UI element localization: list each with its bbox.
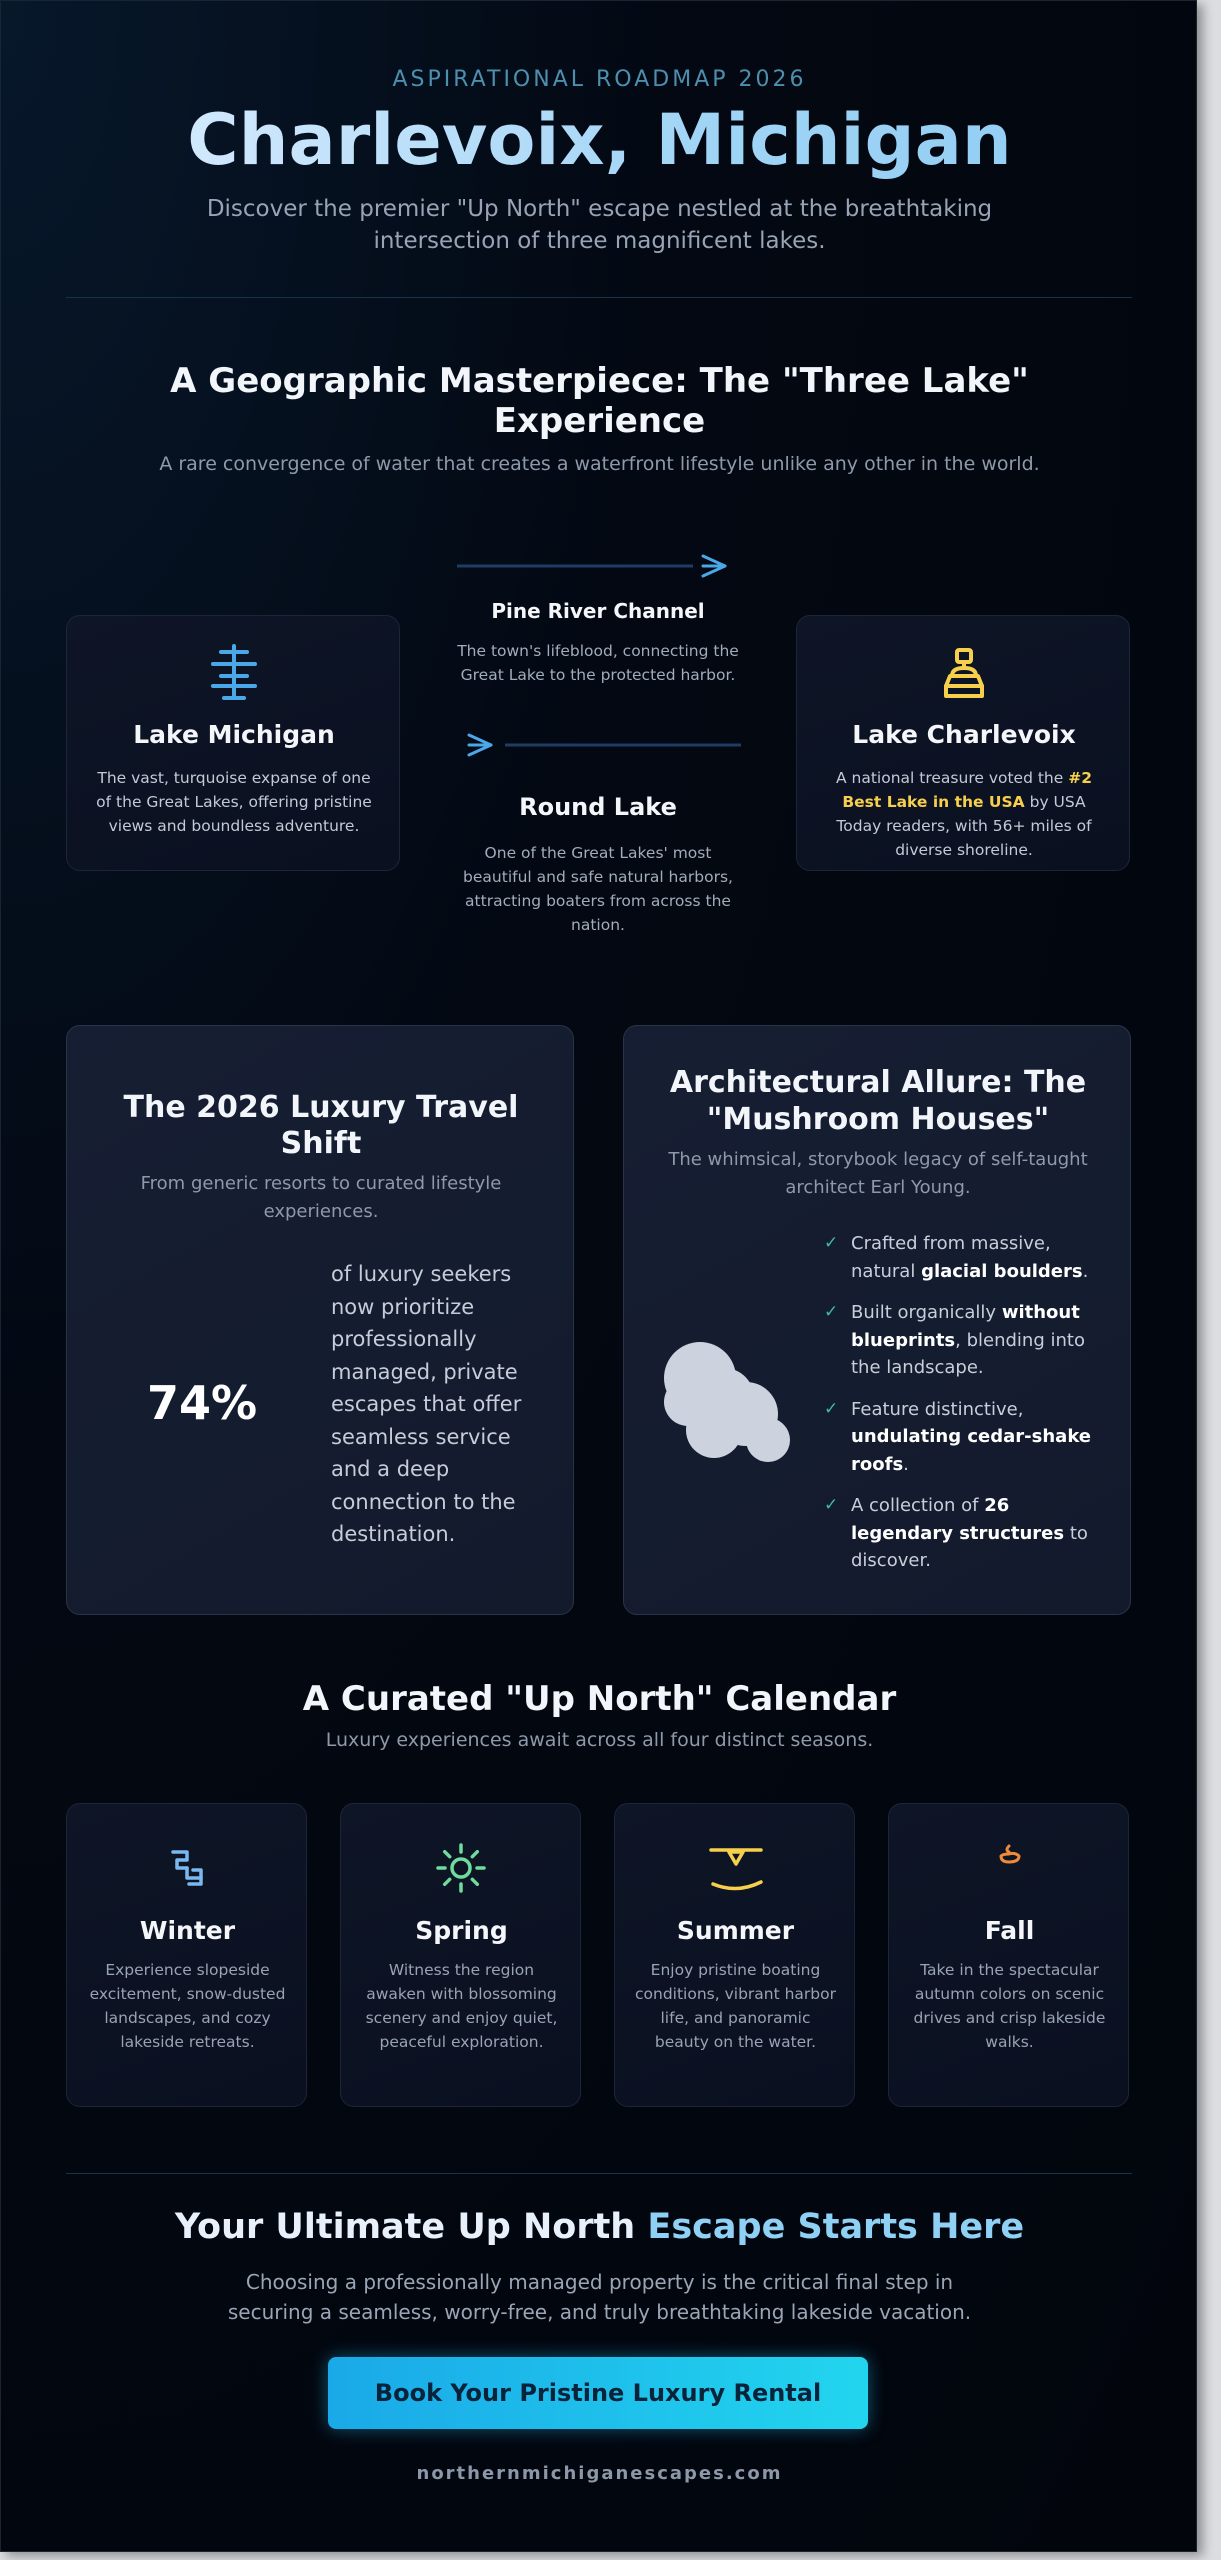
page-title: Charlevoix, Michigan (1, 99, 1197, 181)
divider (66, 2173, 1132, 2174)
season-card-spring (340, 1803, 581, 2107)
boulder-cloud-icon (662, 1338, 802, 1468)
luxury-shift-card (66, 1025, 574, 1615)
geography-subtitle: A rare convergence of water that creates a waterfront lifestyle unlike any other in the world. (159, 453, 1040, 475)
season-text: Take in the spectacular autumn colors on scenic drives and crisp lakeside walks. (913, 1961, 1106, 2051)
lake-michigan-text: The vast, turquoise expanse of one of the Great Lakes, offering pristine views and boundless adventure. (96, 769, 372, 835)
ski-lift-icon (167, 1846, 207, 1888)
luxury-title: The 2026 Luxury Travel Shift (123, 1090, 519, 1161)
list-item: ✓ Crafted from massive, natural glacial boulders. (824, 1230, 1116, 1285)
cta-subtitle: Choosing a professionally managed property is the critical final step in securing a seamless, worry-free, and truly breathtaking lakeside vacation. (227, 2270, 972, 2324)
lake-charlevoix-title: Lake Charlevoix (852, 720, 1076, 749)
architecture-card (623, 1025, 1131, 1615)
eyebrow: ASPIRATIONAL ROADMAP 2026 (392, 67, 807, 92)
geography-title: A Geographic Masterpiece: The "Three Lake" Experience (170, 361, 1029, 441)
architecture-list (824, 1230, 1116, 1589)
check-icon: ✓ (824, 1495, 839, 1515)
divider (66, 297, 1132, 298)
lake-michigan-title: Lake Michigan (133, 720, 335, 749)
season-name: Spring (415, 1916, 508, 1945)
season-card-winter (66, 1803, 307, 2107)
list-item: ✓ Built organically without blueprints, blending into the landscape. (824, 1299, 1116, 1382)
luxury-subtitle: From generic resorts to curated lifestyle experiences. (140, 1173, 502, 1222)
arrow-into-lake-icon (463, 730, 743, 760)
architecture-title: Architectural Allure: The "Mushroom Houses" (669, 1065, 1087, 1137)
cta-title (1, 2207, 1197, 2247)
season-text: Experience slopeside excitement, snow-dusted landscapes, and cozy lakeside retreats. (89, 1961, 286, 2051)
buoy-marker-icon (207, 642, 261, 702)
calendar-subtitle: Luxury experiences await across all four distinct seasons. (325, 1729, 874, 1751)
season-name: Summer (676, 1916, 795, 1945)
list-item: ✓ Feature distinctive, undulating cedar-shake roofs. (824, 1396, 1116, 1479)
season-text: Enjoy pristine boating conditions, vibrant harbor life, and panoramic beauty on the water. (635, 1961, 837, 2051)
lake-charlevoix-card (796, 615, 1130, 871)
book-rental-button[interactable]: Book Your Pristine Luxury Rental (328, 2357, 868, 2429)
page-subtitle: Discover the premier "Up North" escape nestled at the breathtaking intersection of three magnificent lakes. (206, 196, 993, 254)
lake-charlevoix-text (819, 766, 1109, 862)
season-card-fall (888, 1803, 1129, 2107)
check-icon: ✓ (824, 1302, 839, 1322)
season-card-summer (614, 1803, 855, 2107)
lake-charlevoix-text-after: by USA Today readers, with 56+ miles of diverse shoreline. (836, 793, 1092, 859)
lake-charlevoix-text-before: A national treasure voted the (836, 769, 1069, 787)
lake-michigan-card (66, 615, 400, 871)
pine-river-title: Pine River Channel (491, 599, 705, 623)
best-lake-highlight: #2 Best Lake in the USA (842, 769, 1092, 811)
check-icon: ✓ (824, 1233, 839, 1253)
check-icon: ✓ (824, 1398, 839, 1419)
season-name: Fall (984, 1916, 1035, 1945)
calendar-title: A Curated "Up North" Calendar (302, 1679, 897, 1719)
list-item: ✓ A collection of 26 legendary structures to discover. (824, 1492, 1116, 1575)
architecture-subtitle: The whimsical, storybook legacy of self-taught architect Earl Young. (668, 1149, 1088, 1198)
arrow-right-icon (455, 551, 735, 581)
cta-title-blue: Escape Starts Here (647, 2207, 1025, 2247)
round-lake-text: One of the Great Lakes' most beautiful and safe natural harbors, attracting boaters from across the nation. (463, 844, 733, 934)
stat-description: of luxury seekers now prioritize professionally managed, private escapes that offer seamless service and a deep connection to the destination. (331, 1262, 522, 1546)
stat-percentage: 74% (147, 1376, 258, 1430)
trophy-icon (940, 646, 988, 702)
sailboat-icon (707, 1844, 765, 1894)
pine-river-text: The town's lifeblood, connecting the Great Lake to the protected harbor. (457, 642, 739, 684)
footer-url[interactable]: northernmichiganescapes.com (416, 2463, 783, 2484)
leaf-icon (995, 1842, 1025, 1870)
season-text: Witness the region awaken with blossoming scenery and enjoy quiet, peaceful exploration. (365, 1961, 558, 2051)
season-name: Winter (139, 1916, 236, 1945)
sun-icon (435, 1842, 487, 1894)
round-lake-title: Round Lake (519, 793, 677, 821)
cta-title-white: Your Ultimate Up North (174, 2207, 648, 2247)
